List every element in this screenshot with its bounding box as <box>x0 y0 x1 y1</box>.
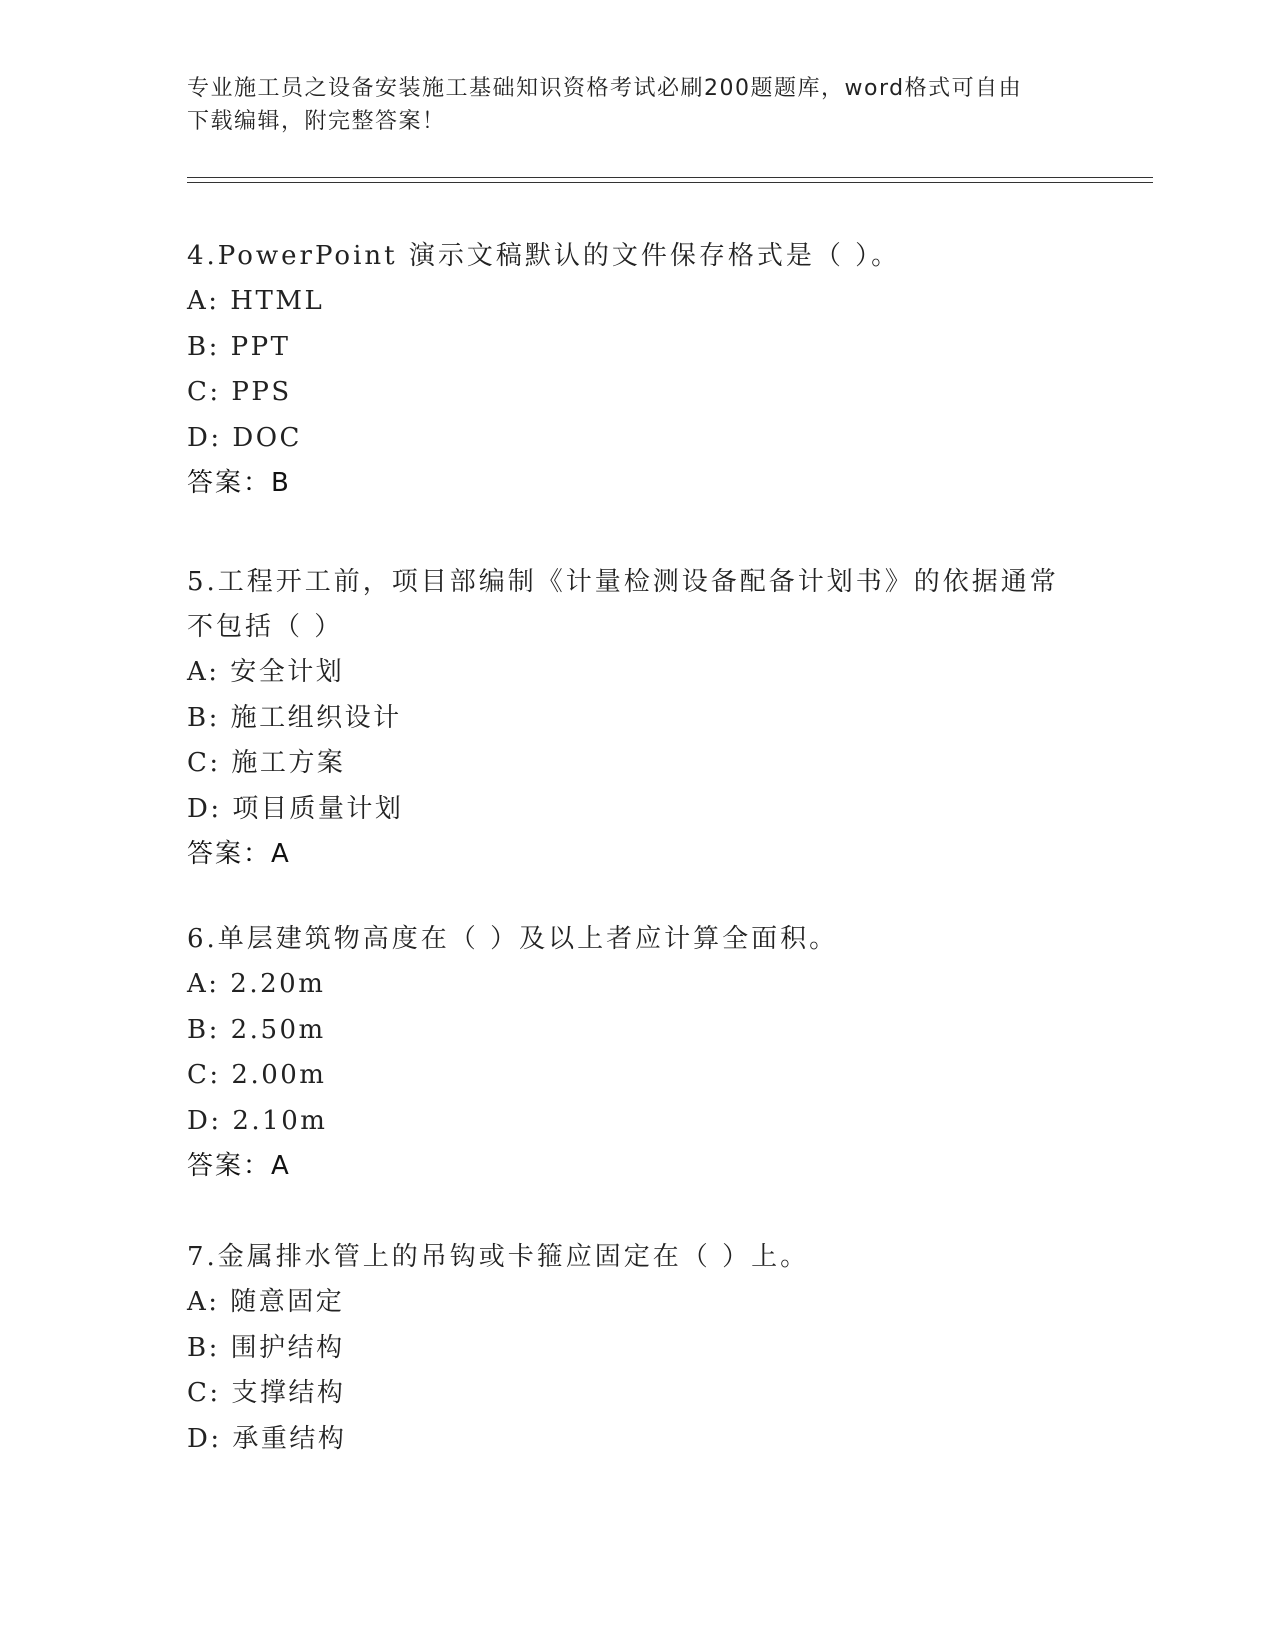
question-6 <box>187 917 1087 1189</box>
answer: 答案：A <box>187 1151 291 1181</box>
option-b: B: 施工组织设计 <box>187 702 402 733</box>
answer: 答案：A <box>187 839 291 869</box>
question-stem: 4.PowerPoint 演示文稿默认的文件保存格式是（ ）。 <box>187 241 901 271</box>
option-d: D: 项目质量计划 <box>187 793 404 824</box>
option-c: C: PPS <box>187 377 292 407</box>
option-a: A: 2.20m <box>187 969 326 999</box>
option-a: A: 随意固定 <box>187 1287 345 1317</box>
option-a: A: 安全计划 <box>187 657 345 687</box>
question-stem-line-1: 5.工程开工前，项目部编制《计量检测设备配备计划书》的依据通常 <box>187 567 1059 597</box>
question-stem: 7.金属排水管上的吊钩或卡箍应固定在（ ）上。 <box>187 1242 810 1272</box>
question-4 <box>187 234 1087 506</box>
option-b: B: 2.50m <box>187 1014 326 1045</box>
option-c: C: 施工方案 <box>187 748 346 778</box>
question-stem-line-2: 不包括（ ） <box>187 612 344 642</box>
option-d: D: 2.10m <box>187 1105 328 1136</box>
option-a: A: HTML <box>187 286 325 316</box>
header-line-2: 下载编辑，附完整答案！ <box>187 109 446 134</box>
question-5 <box>187 560 1087 877</box>
option-b: B: PPT <box>187 331 291 362</box>
question-stem: 6.单层建筑物高度在（ ）及以上者应计算全面积。 <box>187 924 839 954</box>
option-d: D: DOC <box>187 422 302 453</box>
question-7 <box>187 1235 1087 1462</box>
option-c: C: 2.00m <box>187 1060 327 1090</box>
option-d: D: 承重结构 <box>187 1423 347 1454</box>
header-divider-bottom <box>187 182 1153 183</box>
answer: 答案：B <box>187 468 291 498</box>
option-b: B: 围护结构 <box>187 1332 345 1363</box>
document-header <box>187 72 1067 138</box>
header-line-1: 专业施工员之设备安装施工基础知识资格考试必刷200题题库，word格式可自由 <box>187 76 1023 101</box>
header-divider-top <box>187 177 1153 178</box>
option-c: C: 支撑结构 <box>187 1378 346 1408</box>
